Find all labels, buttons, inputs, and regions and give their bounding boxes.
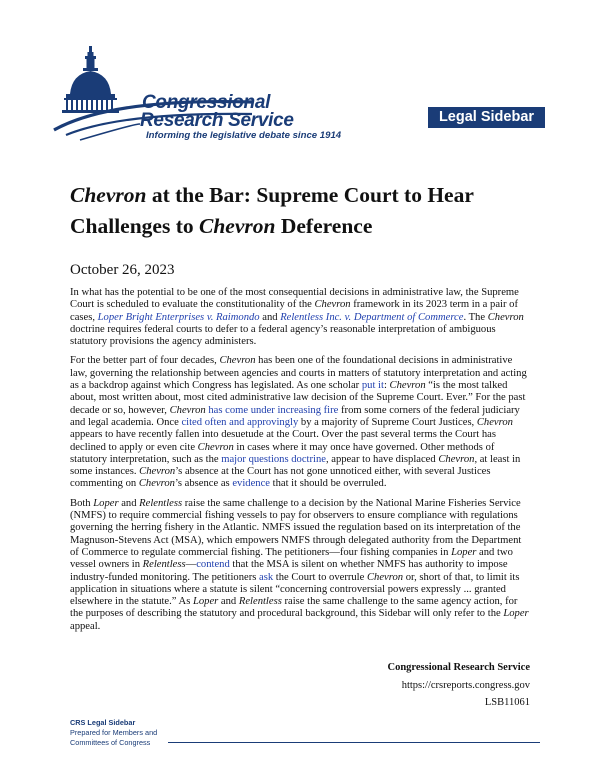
link-loper-bright[interactable]: Loper Bright Enterprises v. Raimondo <box>97 311 260 323</box>
logo-line-1: Congressional <box>142 92 271 113</box>
link-cited-often[interactable]: cited often and approvingly <box>181 416 299 428</box>
bottom-divider <box>168 742 540 743</box>
footer-url[interactable]: https://crsreports.congress.gov <box>401 679 530 691</box>
page-title: Chevron at the Bar: Supreme Court to Hear Challenges to Chevron Deference <box>70 183 474 238</box>
bottom-label-line-1: Prepared for Members and <box>70 728 158 737</box>
footer-org: Congressional Research Service <box>387 662 530 673</box>
link-put-it[interactable]: put it <box>361 380 384 392</box>
paragraph-2: For the better part of four decades, Chevron has been one of the foundational decisions in administrative law, governing the relationship between agencies and courts in matters of statutory interpretation and acting as a backdrop against which Congress has legislated. As one scholar put it: Chevron “is the most talked about, most written about, most cited administrative law decision of the Supreme Court. Ever.” For the past decade or so, however, Chevron has come under increasing fire from some corners of the federal judiciary and legal academia. Once cited often and approvingly by a majority of Supreme Court Justices, Chevron appears to have recently fallen into desuetude at the Court. Over the past several terms the Court has declined to apply or even cite Chevron in cases where it may once have governed. Other methods of statutory interpretation, such as the major questions doctrine, appear to have displaced Chevron, at least in some instances. Chevron’s absence at the Court has not gone unnoticed either, with several Justices commenting on Chevron’s absence as evidence that it should be overruled. <box>70 355 527 490</box>
legal-sidebar-badge: Legal Sidebar <box>428 107 545 128</box>
bottom-label <box>70 718 157 748</box>
link-ask[interactable]: ask <box>259 571 274 583</box>
footer-report-code: LSB11061 <box>484 697 530 708</box>
link-evidence[interactable]: evidence <box>232 478 270 490</box>
publication-date: October 26, 2023 <box>70 262 175 278</box>
report-footer <box>387 659 530 712</box>
link-increasing-fire[interactable]: has come under increasing fire <box>208 404 339 416</box>
article-body <box>70 287 532 640</box>
bottom-label-line-2: Committees of Congress <box>70 738 151 747</box>
link-relentless[interactable]: Relentless Inc. v. Department of Commerce <box>280 311 464 323</box>
bottom-label-title: CRS Legal Sidebar <box>70 718 136 727</box>
paragraph-1: In what has the potential to be one of the most consequential decisions in administrative law, the Supreme Court is scheduled to evaluate the constitutionality of the Chevron framework in its 2023 term in a pair of cases, Loper Bright Enterprises v. Raimondo and Relentless Inc. v. Department of Commerce. The Chevron doctrine requires federal courts to defer to a federal agency’s reasonable interpretation of ambiguous statutory provisions the agency administers. <box>70 287 524 348</box>
link-major-questions[interactable]: major questions doctrine <box>221 453 326 465</box>
link-contend[interactable]: contend <box>196 559 230 571</box>
logo-tagline: Informing the legislative debate since 1914 <box>146 130 342 141</box>
logo-line-2: Research Service <box>140 110 294 131</box>
crs-logo <box>52 44 392 144</box>
paragraph-3: Both Loper and Relentless raise the same challenge to a decision by the National Marine Fisheries Service (NMFS) to require commercial fishing vessels to pay for observers to ensure compliance with regulations governing the herring fishery in the Atlantic. NMFS issued the regulation based on its interpretation of the Magnuson-Stevens Act (MSA), which empowers NMFS through delegated authority from the Department of Commerce to regulate commercial fishing. The petitioners—four fishing companies in Loper and two vessel owners in Relentless—contend that the MSA is silent on whether NMFS has authority to impose industry-funded monitoring. The petitioners ask the Court to overrule Chevron or, short of that, to limit its application in situations where a statute is silent “concerning controversial powers expressly ... granted elsewhere in the statute.” As Loper and Relentless raise the same challenge to the same agency action, for the purposes of describing the statutory and procedural background, this Sidebar will only refer to the Loper appeal. <box>70 497 529 632</box>
